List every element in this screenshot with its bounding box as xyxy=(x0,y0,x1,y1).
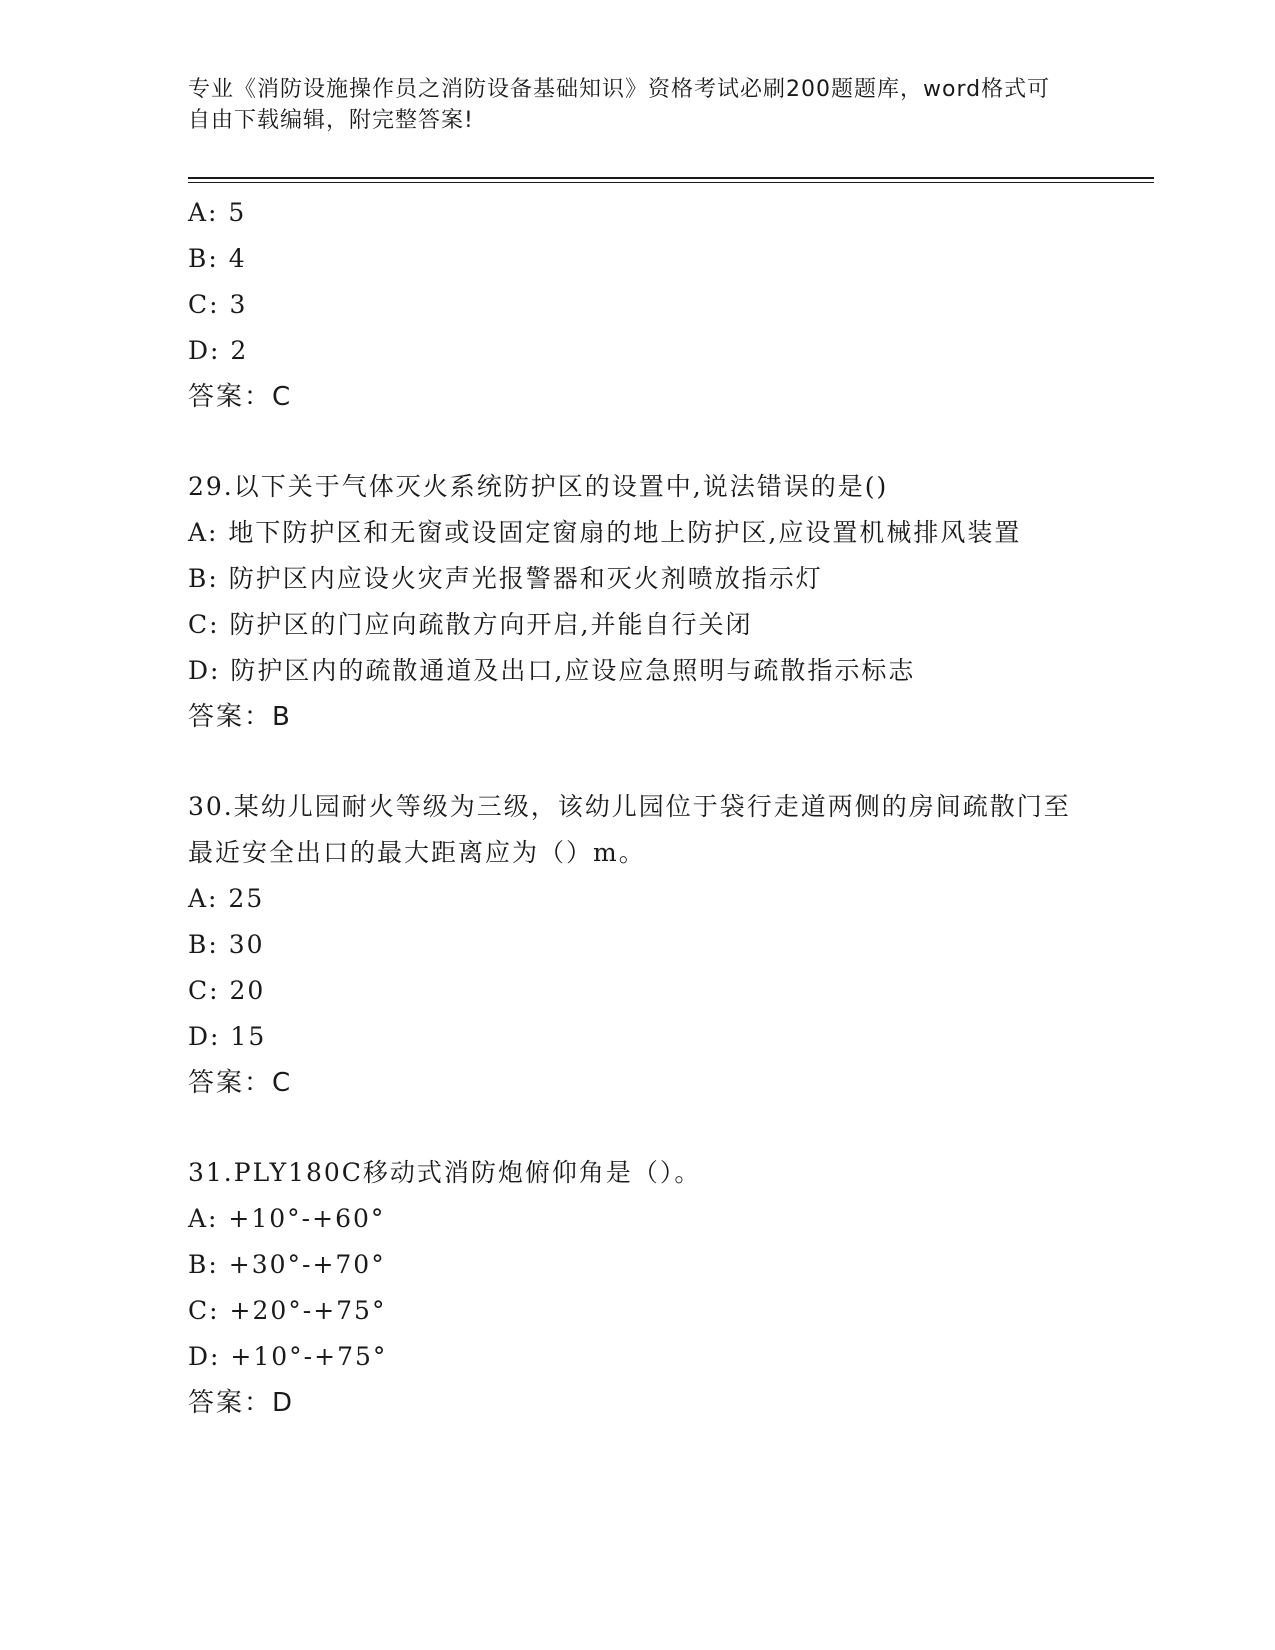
question-block xyxy=(188,464,1088,740)
option-d: D: 防护区内的疏散通道及出口,应设应急照明与疏散指示标志 xyxy=(188,656,916,685)
answer-line: 答案：B xyxy=(188,702,292,732)
question-list xyxy=(188,190,1088,1426)
option-b: B: 30 xyxy=(188,930,265,959)
question-block xyxy=(188,1150,1088,1426)
answer-line: 答案：C xyxy=(188,382,293,412)
question-stem: 31.PLY180C移动式消防炮俯仰角是（）。 xyxy=(188,1158,702,1187)
header-rule-thin xyxy=(188,182,1154,183)
option-d: D: 2 xyxy=(188,336,249,365)
option-b: B: +30°-+70° xyxy=(188,1250,386,1279)
option-c: C: +20°-+75° xyxy=(188,1296,387,1325)
option-d: D: 15 xyxy=(188,1022,267,1051)
option-a: A: 5 xyxy=(188,198,247,227)
header-rule-thick xyxy=(188,177,1154,179)
option-c: C: 20 xyxy=(188,976,266,1005)
question-block xyxy=(188,784,1088,1106)
option-b: B: 防护区内应设火灾声光报警器和灭火剂喷放指示灯 xyxy=(188,564,823,593)
option-d: D: +10°-+75° xyxy=(188,1342,388,1371)
answer-line: 答案：C xyxy=(188,1068,293,1098)
document-header: 专业《消防设施操作员之消防设备基础知识》资格考试必刷200题题库，word格式可自由下载编辑，附完整答案! xyxy=(188,77,1051,133)
spacer xyxy=(188,1106,1088,1150)
option-a: A: 地下防护区和无窗或设固定窗扇的地上防护区,应设置机械排风装置 xyxy=(188,518,1022,547)
option-c: C: 防护区的门应向疏散方向开启,并能自行关闭 xyxy=(188,610,753,639)
question-block xyxy=(188,190,1088,420)
question-stem: 29.以下关于气体灭火系统防护区的设置中,说法错误的是() xyxy=(188,472,889,501)
spacer xyxy=(188,420,1088,464)
option-c: C: 3 xyxy=(188,290,248,319)
option-b: B: 4 xyxy=(188,244,247,273)
answer-line: 答案：D xyxy=(188,1388,295,1418)
option-a: A: +10°-+60° xyxy=(188,1204,386,1233)
option-a: A: 25 xyxy=(188,884,265,913)
question-stem: 30.某幼儿园耐火等级为三级，该幼儿园位于袋行走道两侧的房间疏散门至最近安全出口的最大距离应为（）m。 xyxy=(188,792,1071,867)
spacer xyxy=(188,740,1088,784)
